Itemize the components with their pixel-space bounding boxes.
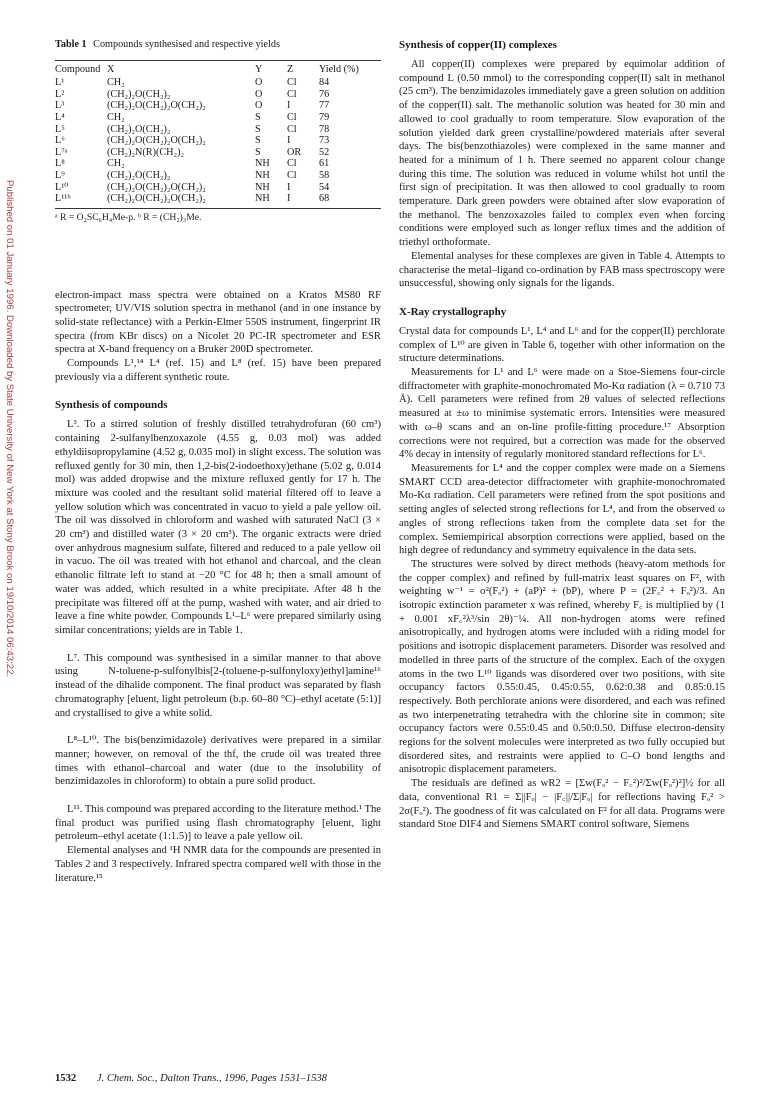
table-cell: L⁵ xyxy=(55,123,65,135)
table-cell: 76 xyxy=(319,88,330,100)
table-cell: 68 xyxy=(319,193,330,205)
table-row xyxy=(55,100,381,112)
table-cell: O xyxy=(255,88,263,100)
table-cell: L⁸ xyxy=(55,158,65,170)
table-row xyxy=(55,158,381,170)
table-cell: (CH₂)₂N(R)(CH₂)₂ xyxy=(107,146,185,158)
table-caption xyxy=(55,38,381,52)
table-cell: I xyxy=(287,135,291,147)
table-cell: L³ xyxy=(55,100,65,112)
table-header-row xyxy=(55,61,381,78)
table-cell: Cl xyxy=(287,112,297,124)
table-1 xyxy=(55,38,381,225)
table-cell: 52 xyxy=(319,146,330,158)
table-caption-text: Compounds synthesised and respective yields xyxy=(93,39,280,50)
table-cell: I xyxy=(287,100,291,112)
table-cell: O xyxy=(255,100,263,112)
table-row xyxy=(55,135,381,147)
table-row xyxy=(55,193,381,205)
table-cell: (CH₂)₂O(CH₂)₂O(CH₂)₂ xyxy=(107,193,206,205)
table-row xyxy=(55,77,381,89)
download-watermark xyxy=(3,180,17,940)
page-number: 1532 xyxy=(55,1073,77,1084)
table-cell: L⁷ᵃ xyxy=(55,146,68,158)
yields-table xyxy=(55,61,381,205)
table-cell: Cl xyxy=(287,88,297,100)
paragraph: L⁷. This compound was synthesised in a similar manner to that above using N-toluene-p-sulfonylbis[2-(toluene-p-sulfonyloxy)ethyl]amine¹⁶ instead of the dihalide component. The final product was separated by flash chromatography [eluent, light petroleum (b.p. 60–80 °C)–ethyl acetate (5:1)] and crystallised to give a white solid. xyxy=(55,652,381,719)
table-cell: (CH₂)₂O(CH₂)₂O(CH₂)₂ xyxy=(107,100,206,112)
table-cell: Cl xyxy=(287,77,297,89)
journal-citation: J. Chem. Soc., Dalton Trans., 1996, Pages 1531–1538 xyxy=(96,1073,327,1084)
table-cell: OR xyxy=(287,146,302,158)
table-cell: 77 xyxy=(319,100,330,112)
table-cell: L⁹ xyxy=(55,170,65,182)
paragraph: All copper(II) complexes were prepared by equimolar addition of compound L (0.50 mmol) to the corresponding copper(II) salt in methanol (25 cm³). The benzimidazoles immediately gave a green solution on addition of the copper(II) salt. The methanolic solution was heated for 30 min and allowed to cool gradually to room temperature. Slow evaporation of the solution yielded dark green crystalline/powdered materials after several days. The bis(benzothiazoles) were complexed in the same manner and heated for a minimum of 1 h. There seemed no apparent colour change during this time. The solution was reduced in volume whilst hot until the first sign of precipitation. It was then allowed to cool gradually to room temperature. Dark green powders were obtained after slow evaporation of the methanol. The benzoxazoles failed to complex even when forcing conditions were employed such as longer reflux times and the addition of triethyl orthoformate. xyxy=(399,59,725,249)
table-cell: NH xyxy=(255,170,270,182)
table-cell: NH xyxy=(255,193,270,205)
paragraph: Crystal data for compounds L¹, L⁴ and L⁶ and for the copper(II) perchlorate complex of L¹⁰ are given in Table 6, together with other information on the structure determinations. xyxy=(399,325,725,365)
table-label: Table 1 xyxy=(55,39,87,50)
table-cell: 54 xyxy=(319,181,330,193)
right-column xyxy=(399,38,725,832)
table-cell: I xyxy=(287,193,291,205)
paragraph: L⁸–L¹⁰. The bis(benzimidazole) derivatives were prepared in a similar manner; however, on removal of the thf, the crude oil was treated three times with ethanol–charcoal and water (due to the insolubility of benzimidazoles in chloroform) to obtain a pure solid product. xyxy=(55,735,381,788)
table-cell: 73 xyxy=(319,135,330,147)
table-body xyxy=(55,77,381,205)
table-cell: CH₂ xyxy=(107,158,125,170)
col-header: X xyxy=(107,63,115,75)
table-row xyxy=(55,182,381,194)
table-cell: (CH₂)₂O(CH₂)₂O(CH₂)₂ xyxy=(107,181,206,193)
col-header: Compound xyxy=(55,63,101,75)
table-cell: S xyxy=(255,123,261,135)
table-row xyxy=(55,124,381,136)
table-cell: 79 xyxy=(319,112,330,124)
table-cell: 58 xyxy=(319,170,330,182)
col-header: Yield (%) xyxy=(319,63,359,75)
table-footnote: ᵃ R = O₂SC₆H₄Me-p. ᵇ R = (CH₂)₃Me. xyxy=(55,208,381,225)
table-row xyxy=(55,147,381,159)
table-cell: (CH₂)₂O(CH₂)₂ xyxy=(107,170,171,182)
table-row xyxy=(55,89,381,101)
table-cell: (CH₂)₂O(CH₂)₂O(CH₂)₂ xyxy=(107,135,206,147)
table-cell: 78 xyxy=(319,123,330,135)
paragraph: electron-impact mass spectra were obtained on a Kratos MS80 RF spectrometer, UV/VIS solution spectra in methanol (and in one instance by solid-state reflectance) with a Perkin-Elmer 550S instrument, fingerprint IR spectra (from KBr discs) on a Nicolet 20 PC-IR spectrometer and ESR spectra at X-band frequency on a Bruker 200D spectrometer. xyxy=(55,289,381,356)
table-cell: L¹ xyxy=(55,77,65,89)
table-cell: Cl xyxy=(287,123,297,135)
paragraph: Compounds L¹,¹⁴ L⁴ (ref. 15) and L⁸ (ref. 15) have been prepared previously via a different synthetic route. xyxy=(55,358,381,383)
col-header: Y xyxy=(255,63,263,75)
paragraph: Measurements for L⁴ and the copper complex were made on a Siemens SMART CCD area-detector diffractometer with graphite-monochromated Mo-Kα radiation. Cell parameters were refined from the spot positions and setting angles of selected strong reflections for L⁴, and from the observed ω angles of strong reflections taken from the complete data set for the complex. Semiempirical absorption corrections were applied, based on the high degree of redundancy and symmetry equivalence in the data sets. xyxy=(399,462,725,557)
paragraph: L¹¹. This compound was prepared according to the literature method.¹ The final product was purified using flash chromatography [eluent, light petroleum–ethyl acetate (1:1.5)] to leave a pale yellow oil. xyxy=(55,804,381,843)
table-cell: NH xyxy=(255,181,270,193)
table-cell: 84 xyxy=(319,77,330,89)
paragraph: Elemental analyses and ¹H NMR data for the compounds are presented in Tables 2 and 3 respectively. Infrared spectra compared well with those in the literature.¹⁵ xyxy=(55,845,381,884)
table-cell: O xyxy=(255,77,263,89)
paragraph: Measurements for L¹ and L⁶ were made on a Stoe-Siemens four-circle diffractometer with graphite-monochromated Mo-Kα radiation (λ = 0.710 73 Å). Cell parameters were refined from 2θ values of selected reflections measured at ±ω to minimise systematic errors. Intensities were measured with ω–θ scans and an on-line profile-fitting procedure.¹⁷ Absorption corrections were not required, but a correction was made for the observed 4% decay in intensity of regularly monitored standard reflections for L⁶. xyxy=(399,367,725,461)
page-footer xyxy=(55,1073,327,1084)
paragraph: The structures were solved by direct methods (heavy-atom methods for the copper complex) and refined by full-matrix least squares on F², with weighting w⁻¹ = σ²(Fₒ²) + (aP)² + (bP), where P = (2F꜀² + Fₒ²)/3. An isotropic extinction parameter x was refined, whereby F꜀ is multiplied by (1 + 0.001 xF꜀²λ³/sin 2θ)⁻¼. All non-hydrogen atoms were refined anisotropically, and hydrogen atoms were included with a riding model for positions and isotropic displacement parameters. Disorder was resolved and modelled in three parts of the structure of the complex. Each of the oxygen atoms in the two L¹⁰ ligands was disordered over two positions, with site occupancy factors 0.55:0.45, 0.45:0.55, 0.62:0.38 and 0.85:0.15 respectively. Both perchlorate anions were disordered, and each was refined as two interpenetrating tetrahedra with the chlorine site in common; site occupancy factors were 0.55:0.45 and 0.50:0.50. Diffuse electron-density regions for the solvent molecules were interpreted as two fully occupied but disordered sites, and restraints were applied to C–O bond lengths and anisotropic displacement parameters. xyxy=(399,558,725,776)
table-cell: L² xyxy=(55,88,65,100)
table-cell: (CH₂)₂O(CH₂)₂ xyxy=(107,88,171,100)
paragraph: The residuals are defined as wR2 = [Σw(Fₒ² − F꜀²)²/Σw(Fₒ²)²]½ for all data, conventional R1 = Σ||Fₒ| − |F꜀||/Σ|Fₒ| for reflections having Fₒ² > 2σ(Fₒ²). The goodness of fit was calculated on F² for all data. Programs were standard Stoe DIF4 and Siemens SMART control software, Siemens xyxy=(399,778,725,831)
table-cell: 61 xyxy=(319,158,330,170)
table-cell: CH₂ xyxy=(107,77,125,89)
table-cell: (CH₂)₂O(CH₂)₂ xyxy=(107,123,171,135)
table-row xyxy=(55,170,381,182)
table-cell: L¹¹ᵇ xyxy=(55,193,71,205)
table-cell: L⁶ xyxy=(55,135,65,147)
table-cell: S xyxy=(255,112,261,124)
download-note-text: Published on 01 January 1996. Downloaded by State University of New York at Stony Brook on 19/10/2014 06:43:22. xyxy=(4,180,15,678)
table-cell: S xyxy=(255,135,261,147)
paragraph: L³. To a stirred solution of freshly distilled tetrahydrofuran (60 cm³) containing 2-sulfanylbenzoxazole (4.55 g, 0.03 mol) was added ethyldiisopropylamine (4.52 g, 0.035 mol) in slight excess. The solution was refluxed gently for 30 min, then 1,2-bis(2-iodoethoxy)ethane (5.02 g, 0.014 mol) was added dropwise and the mixture refluxed gently for 17 h. The mixture was cooled and the resultant solid material filtered off to leave a yellow solution which was concentrated in vacuo to yield a pale yellow oil. The oil was dissolved in chloroform and washed with saturated NaCl (3 × 20 cm³) and distilled water (3 × 20 cm³). The organic extracts were dried over anhydrous magnesium sulfate, filtered and reduced to a pale yellow oil in vacuo. The oil was treated with hot ethanol and charcoal, and the clean ethanolic filtrate left to stand at −20 °C for 48 h; then a small amount of water was added, which resulted in a white precipitate. After 48 h the precipitate was filtered off at the pump, washed with water, and air dried to leave a fine white powder. Compounds L¹–L⁶ were prepared similarly using similar concentrations; yields are in Table 1. xyxy=(55,419,381,636)
table-cell: Cl xyxy=(287,158,297,170)
table-cell: Cl xyxy=(287,170,297,182)
table-cell: L⁴ xyxy=(55,112,65,124)
table-cell: L¹⁰ xyxy=(55,181,69,193)
paragraph: Elemental analyses for these complexes are given in Table 4. Attempts to characterise the metal–ligand co-ordination by FAB mass spectroscopy were unsuccessful, showing only signals for the ligands. xyxy=(399,250,725,290)
table-cell: NH xyxy=(255,158,270,170)
left-column xyxy=(55,38,381,885)
table-cell: CH₂ xyxy=(107,112,125,124)
col-header: Z xyxy=(287,63,294,75)
section-heading: X-Ray crystallography xyxy=(399,305,507,318)
section-heading: Synthesis of copper(II) complexes xyxy=(399,39,557,51)
table-cell: S xyxy=(255,146,261,158)
table-cell: I xyxy=(287,181,291,193)
section-heading: Synthesis of compounds xyxy=(55,399,168,412)
table-row xyxy=(55,112,381,124)
